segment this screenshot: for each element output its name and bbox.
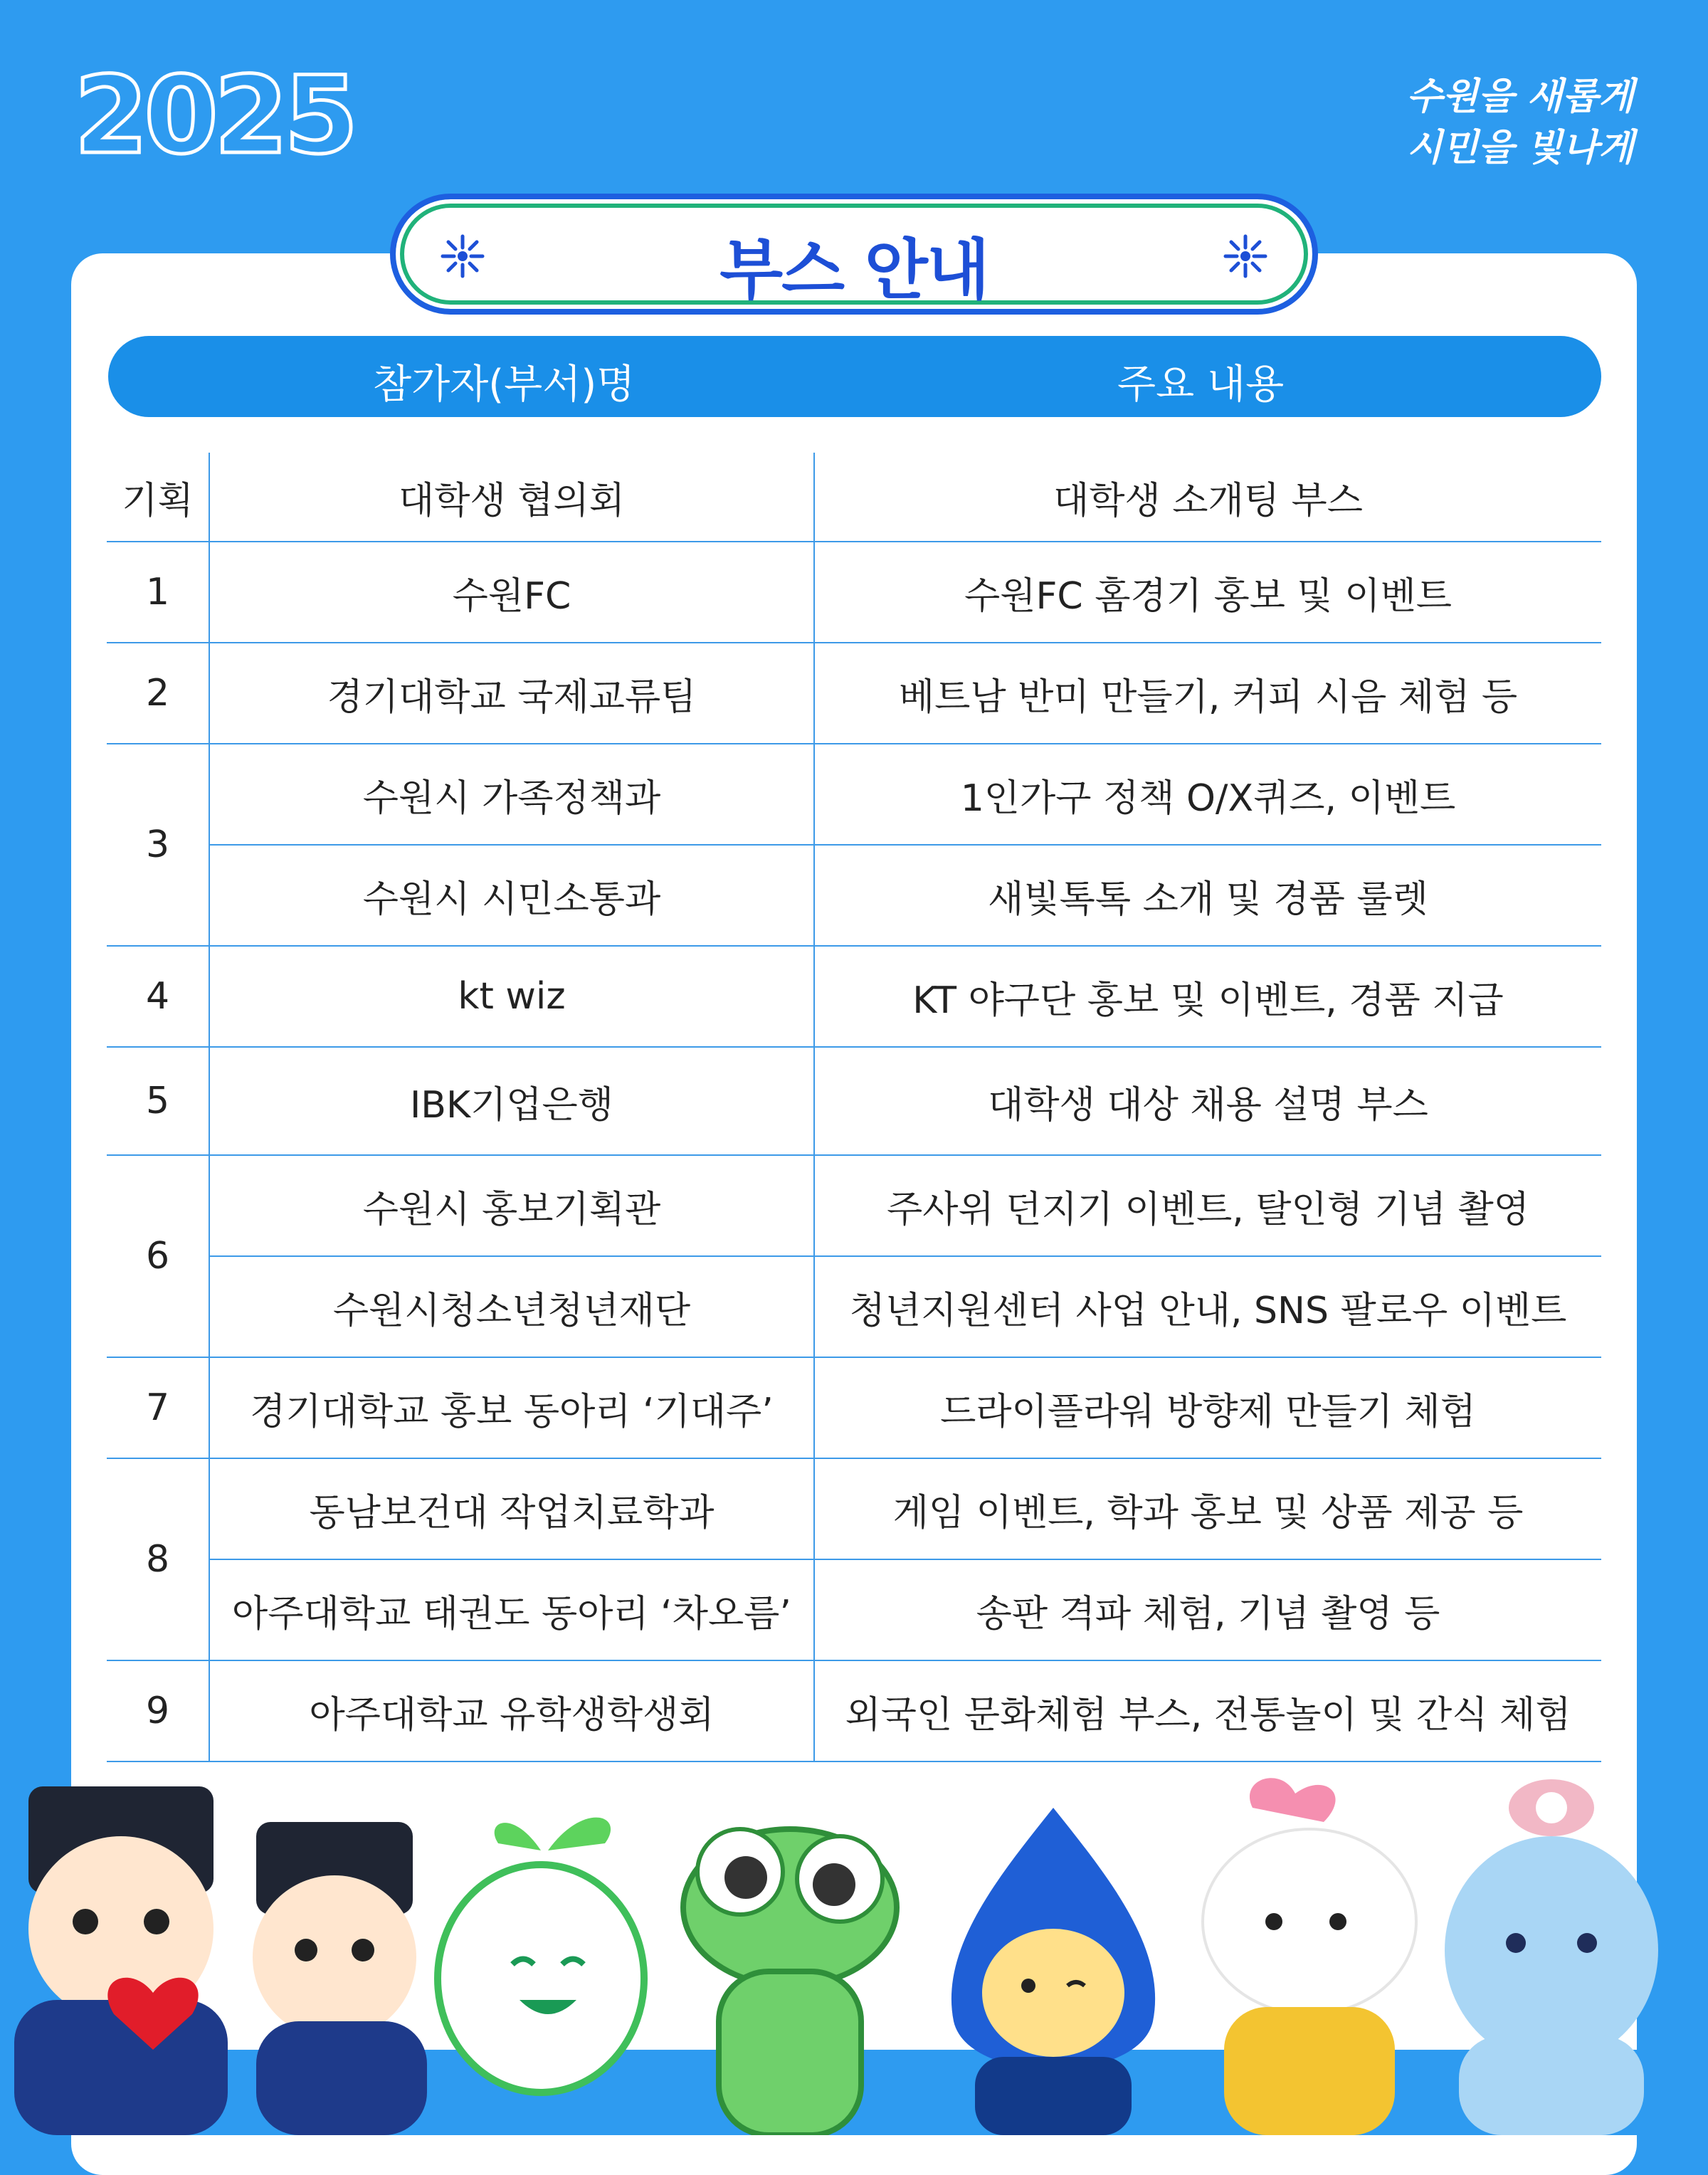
row-number: 8 [107,1458,209,1660]
slogan-line-2: 시민을 빛나게 [1406,127,1634,169]
table-row [107,1047,1601,1155]
content-cell: KT 야구단 홍보 및 이벤트, 경품 지급 [814,946,1601,1047]
table-row [107,643,1601,744]
column-header-participant: 참가자(부서)명 [373,362,636,408]
participant-cell: 동남보건대 작업치료학과 [209,1458,814,1559]
content-cell: 청년지원센터 사업 안내, SNS 팔로우 이벤트 [814,1256,1601,1357]
participant-cell: IBK기업은행 [209,1047,814,1155]
couple-mascot-icon [14,1786,427,2135]
table-header-bar [108,336,1601,417]
column-header-content: 주요 내용 [1117,362,1285,408]
participant-cell: 경기대학교 국제교류팀 [209,643,814,744]
content-cell: 새빛톡톡 소개 및 경품 룰렛 [814,845,1601,946]
row-number: 3 [107,744,209,946]
row-number: 2 [107,643,209,744]
page-title: 부스 안내 [719,232,989,308]
table-row [107,1256,1601,1357]
table-row [107,1155,1601,1256]
content-cell: 베트남 반미 만들기, 커피 시음 체험 등 [814,643,1601,744]
content-cell: 수원FC 홈경기 홍보 및 이벤트 [814,542,1601,643]
booth-table [107,453,1601,1762]
sprout-mascot-icon [438,1818,644,2092]
content-cell: 외국인 문화체험 부스, 전통놀이 및 간식 체험 [814,1660,1601,1761]
content-cell: 대학생 대상 채용 설명 부스 [814,1047,1601,1155]
content-cell: 1인가구 정책 O/X퀴즈, 이벤트 [814,744,1601,845]
content-cell: 드라이플라워 방향제 만들기 체험 [814,1357,1601,1458]
row-number: 7 [107,1357,209,1458]
participant-cell: 수원시 홍보기획관 [209,1155,814,1256]
content-cell: 주사위 던지기 이벤트, 탈인형 기념 촬영 [814,1155,1601,1256]
participant-cell: 대학생 협의회 [209,453,814,542]
row-number: 6 [107,1155,209,1357]
row-number: 5 [107,1047,209,1155]
sparkle-icon [1223,233,1268,279]
content-cell: 게임 이벤트, 학과 홍보 및 상품 제공 등 [814,1458,1601,1559]
participant-cell: 수원시 가족정책과 [209,744,814,845]
table-row [107,845,1601,946]
table-row [107,542,1601,643]
participant-cell: kt wiz [209,946,814,1047]
table-row [107,453,1601,542]
participant-cell: 수원시 시민소통과 [209,845,814,946]
slogan-line-1: 수원을 새롭게 [1406,75,1634,118]
participant-cell: 아주대학교 태권도 동아리 ‘차오름’ [209,1559,814,1660]
table-row [107,1559,1601,1660]
water-drop-mascot-icon [951,1808,1155,2135]
row-number: 4 [107,946,209,1047]
mascot-illustration [0,1765,1708,2135]
blue-dragon-mascot-icon [1445,1779,1658,2135]
participant-cell: 수원FC [209,542,814,643]
participant-cell: 수원시청소년청년재단 [209,1256,814,1357]
slogan [1407,71,1635,174]
row-number: 9 [107,1660,209,1761]
table-row [107,1660,1601,1761]
participant-cell: 경기대학교 홍보 동아리 ‘기대주’ [209,1357,814,1458]
table-row [107,1458,1601,1559]
table-row [107,744,1601,845]
table-row [107,946,1601,1047]
year-heading: 2025 [74,54,354,178]
row-number: 기획 [107,453,209,542]
row-number: 1 [107,542,209,643]
table-row [107,1357,1601,1458]
content-cell: 송판 격파 체험, 기념 촬영 등 [814,1559,1601,1660]
title-badge [390,194,1318,315]
white-bun-mascot-icon [1203,1778,1416,2135]
participant-cell: 아주대학교 유학생학생회 [209,1660,814,1761]
content-cell: 대학생 소개팅 부스 [814,453,1601,542]
